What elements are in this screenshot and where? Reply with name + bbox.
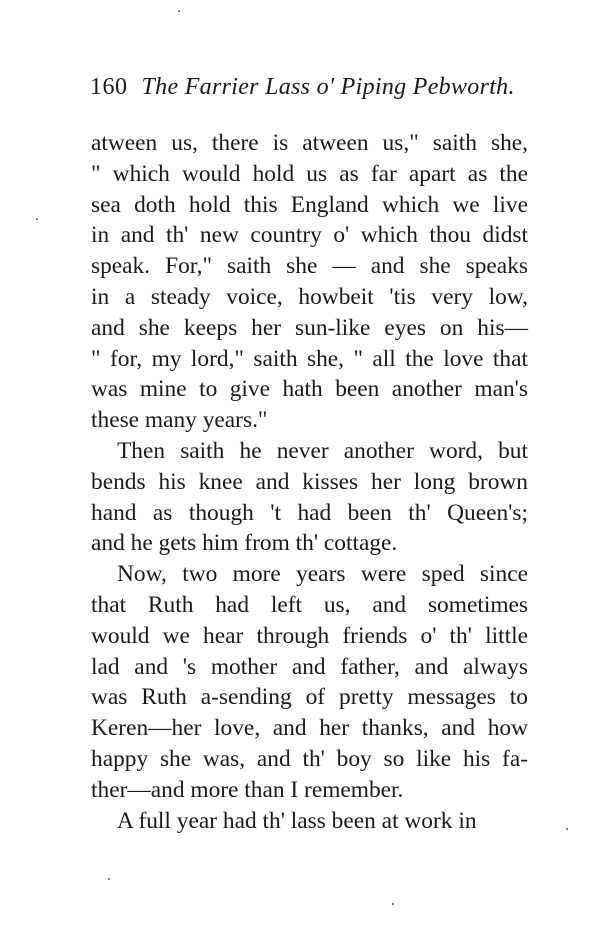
- text-line: would we hear through friends o' th' little: [91, 622, 528, 649]
- text-line: that Ruth had left us, and sometimes: [91, 591, 528, 618]
- paper-speck: [392, 903, 394, 905]
- text-line: bends his knee and kisses her long brown: [91, 468, 528, 495]
- paper-speck: [36, 218, 38, 220]
- text-line: Now, two more years were sped since: [117, 561, 528, 588]
- running-title: The Farrier Lass o' Piping Pebworth.: [141, 74, 515, 100]
- text-line: in a steady voice, howbeit 'tis very low,: [91, 283, 528, 310]
- body-text: [91, 128, 528, 836]
- paper-speck: [566, 828, 568, 830]
- text-line: A full year had th' lass been at work in: [117, 807, 477, 834]
- paragraph: [91, 128, 528, 436]
- paper-speck: [178, 10, 180, 12]
- text-line: speak. For," saith she — and she speaks: [91, 253, 528, 280]
- text-line: Keren—her love, and her thanks, and how: [91, 715, 528, 742]
- text-line: was mine to give hath been another man's: [91, 376, 528, 403]
- text-line: in and th' new country o' which thou didst: [91, 222, 528, 249]
- text-line: these many years.": [91, 407, 268, 434]
- text-line: was Ruth a-sending of pretty messages to: [91, 684, 528, 711]
- text-line: " for, my lord," saith she, " all the love that: [91, 345, 528, 372]
- text-line: atween us, there is atween us," saith she,: [91, 130, 528, 156]
- text-line: happy she was, and th' boy so like his fa-: [91, 745, 528, 772]
- running-head: [90, 74, 530, 110]
- text-line: ther—and more than I remember.: [91, 776, 404, 803]
- paper-speck: [108, 878, 110, 880]
- text-line: and she keeps her sun-like eyes on his—: [91, 314, 528, 341]
- paragraph: [91, 436, 528, 559]
- text-line: hand as though 't had been th' Queen's;: [91, 499, 528, 526]
- text-line: " which would hold us as far apart as the: [91, 160, 528, 187]
- paragraph: [91, 559, 528, 805]
- text-line: sea doth hold this England which we live: [91, 191, 528, 218]
- page-number: 160: [90, 74, 128, 100]
- paragraph: [91, 806, 528, 837]
- text-line: lad and 's mother and father, and always: [91, 653, 528, 680]
- text-line: Then saith he never another word, but: [117, 437, 528, 464]
- text-line: and he gets him from th' cottage.: [91, 530, 398, 557]
